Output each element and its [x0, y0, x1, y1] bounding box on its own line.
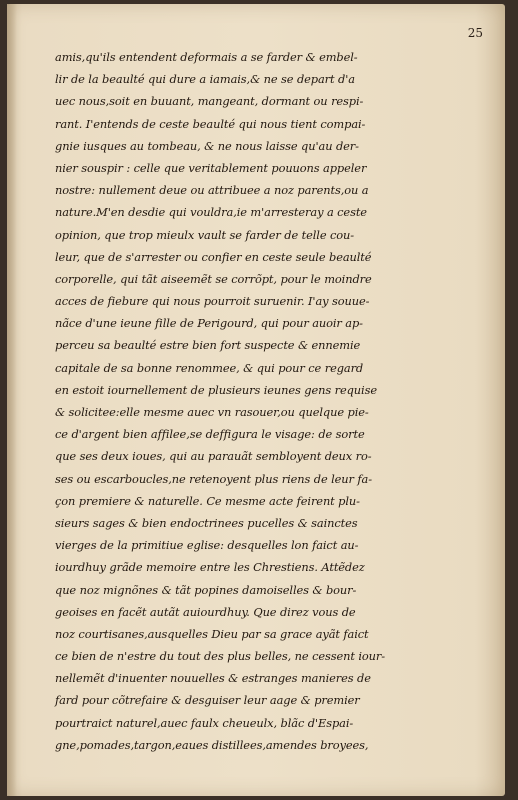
text-line: nostre: nullement deue ou attribuee a noz parents,ou a	[55, 183, 369, 198]
binding-edge	[7, 4, 17, 796]
text-line: uec nous,soit en buuant, mangeant, dormant ou respi-	[55, 94, 364, 109]
text-line: lir de la beaulté qui dure a iamais,& ne se depart d'a	[55, 72, 355, 87]
text-line: gne,pomades,targon,eaues distillees,amendes broyees,	[55, 737, 369, 752]
text-line: pourtraict naturel,auec faulx cheueulx, blãc d'Espai-	[55, 715, 354, 730]
text-line: sieurs sages & bien endoctrinees pucelles & sainctes	[55, 515, 358, 530]
text-line: amis,qu'ils entendent deformais a se farder & embel-	[55, 50, 358, 64]
text-line: ce d'argent bien affilee,se deffigura le visage: de sorte	[55, 427, 365, 442]
text-line: rant. I'entends de ceste beaulté qui nous tient compai-	[55, 116, 366, 131]
text-line: que ses deux ioues, qui au parauãt sembloyent deux ro-	[55, 449, 372, 464]
text-line: nãce d'une ieune fille de Perigourd, qui pour auoir ap-	[55, 316, 363, 331]
text-line: leur, que de s'arrester ou confier en ceste seule beaulté	[55, 249, 372, 264]
text-line: fard pour cõtrefaire & desguiser leur aage & premier	[55, 693, 360, 708]
text-line: que noz mignõnes & tãt popines damoiselles & bour-	[55, 582, 357, 597]
text-line: noz courtisanes,ausquelles Dieu par sa grace ayãt faict	[55, 626, 369, 641]
text-line: perceu sa beaulté estre bien fort suspecte & ennemie	[55, 338, 361, 353]
text-line: acces de fiebure qui nous pourroit suruenir. I'ay souue-	[55, 294, 370, 309]
book-page	[7, 4, 505, 796]
text-line: iourdhuy grãde memoire entre les Chrestiens. Attẽdez	[55, 560, 365, 575]
text-line: nature.M'en desdie qui vouldra,ie m'arresteray a ceste	[55, 205, 367, 220]
text-line: gnie iusques au tombeau, & ne nous laisse qu'au der-	[55, 138, 359, 153]
text-line: capitale de sa bonne renommee, & qui pour ce regard	[55, 360, 364, 375]
text-line: corporelle, qui tãt aiseemẽt se corrõpt, pour le moindre	[55, 271, 372, 286]
text-line: geoises en facẽt autãt auiourdhuy. Que direz vous de	[55, 604, 356, 619]
text-line: ce bien de n'estre du tout des plus belles, ne cessent iour-	[55, 649, 385, 664]
page-number: 25	[467, 26, 483, 40]
text-line: & solicitee:elle mesme auec vn rasouer,ou quelque pie-	[55, 405, 369, 419]
text-block	[55, 46, 465, 756]
text-line: nellemẽt d'inuenter nouuelles & estranges manieres de	[55, 671, 371, 686]
text-line: ses ou escarboucles,ne retenoyent plus riens de leur fa-	[55, 471, 372, 486]
text-line: vierges de la primitiue eglise: desquelles lon faict au-	[55, 538, 359, 553]
text-line: opinion, que trop mieulx vault se farder de telle cou-	[55, 227, 354, 242]
text-line: en estoit iournellement de plusieurs ieunes gens requise	[55, 382, 377, 397]
text-line: çon premiere & naturelle. Ce mesme acte feirent plu-	[55, 493, 360, 508]
text-line: nier souspir : celle que veritablement pouuons appeler	[55, 160, 367, 175]
